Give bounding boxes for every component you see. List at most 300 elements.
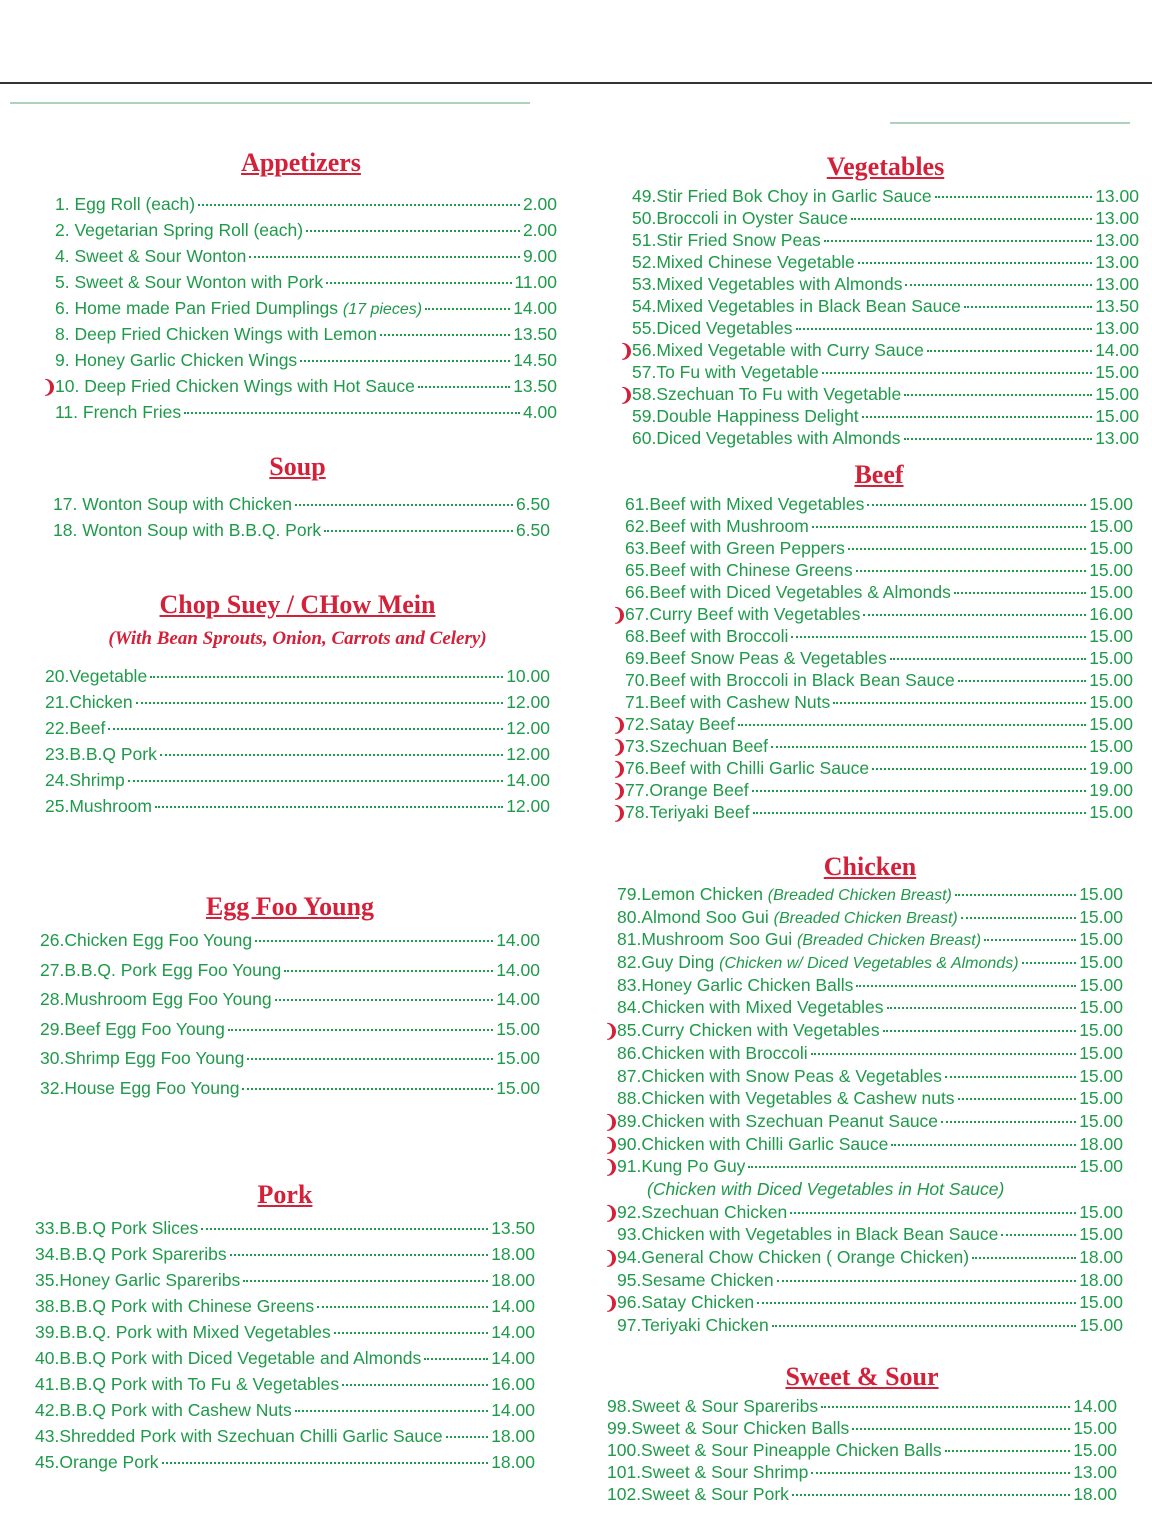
item-price: 14.00 <box>496 989 540 1009</box>
item-name <box>617 1088 955 1109</box>
menu-item <box>55 402 557 428</box>
item-name <box>632 208 848 229</box>
dot-leader <box>771 746 1086 748</box>
dot-leader <box>777 1280 1077 1282</box>
item-price: 2.00 <box>522 220 557 240</box>
item-name <box>625 604 860 625</box>
item-name-text: 89.Chicken with Szechuan Peanut Sauce <box>617 1110 939 1131</box>
menu-item <box>632 428 1139 450</box>
dot-leader <box>228 1029 493 1031</box>
dot-leader <box>418 386 510 388</box>
menu-item <box>617 1224 1123 1247</box>
item-price: 18.00 <box>491 1452 535 1472</box>
dot-leader <box>275 999 494 1001</box>
dot-leader <box>856 570 1087 572</box>
item-name <box>55 350 297 371</box>
item-name-text: 101.Sweet & Sour Shrimp <box>607 1462 809 1482</box>
item-name <box>625 758 869 779</box>
item-name-text: 84.Chicken with Mixed Vegetables <box>617 997 884 1018</box>
item-list <box>40 930 540 1107</box>
menu-item <box>625 494 1133 516</box>
item-name-text: 79.Lemon Chicken <box>617 884 768 904</box>
item-price: 15.00 <box>1079 929 1123 950</box>
dot-leader <box>752 790 1087 792</box>
dot-leader <box>317 1306 488 1308</box>
item-name <box>617 1292 754 1313</box>
item-name <box>632 296 961 317</box>
chili-pepper-icon: ❩ <box>612 759 628 779</box>
section-appetizers <box>42 148 557 428</box>
chili-pepper-icon: ❩ <box>612 715 628 735</box>
item-price: 15.00 <box>1089 494 1133 514</box>
dot-leader <box>162 1462 489 1464</box>
item-name-text: 4. Sweet & Sour Wonton <box>55 246 247 266</box>
menu-item <box>632 274 1139 296</box>
item-name-text: 73.Szechuan Beef <box>625 736 769 756</box>
item-name <box>625 692 830 713</box>
item-name-text: 83.Honey Garlic Chicken Balls <box>617 974 854 995</box>
item-name-text: 49.Stir Fried Bok Choy in Garlic Sauce <box>632 186 932 206</box>
item-name <box>617 1020 880 1041</box>
section-beef <box>612 460 1133 824</box>
menu-item <box>617 929 1123 952</box>
item-name-text: 96.Satay Chicken <box>617 1292 755 1313</box>
dot-leader <box>757 1302 1076 1304</box>
item-name-text: 2. Vegetarian Spring Roll (each) <box>55 220 304 240</box>
item-name-text: 86.Chicken with Broccoli <box>617 1042 808 1063</box>
chili-pepper-icon: ❩ <box>604 1111 620 1132</box>
menu-item <box>604 1020 1123 1043</box>
dot-leader <box>255 940 493 942</box>
menu-item <box>632 318 1139 340</box>
dot-leader <box>150 676 503 678</box>
item-price: 15.00 <box>1079 974 1123 995</box>
item-price: 18.00 <box>1073 1484 1117 1504</box>
item-price: 14.00 <box>491 1348 535 1368</box>
item-price: 12.00 <box>506 692 550 712</box>
item-name <box>617 975 853 996</box>
item-price: 15.00 <box>1079 1042 1123 1063</box>
dot-leader <box>792 1494 1070 1496</box>
item-price: 6.50 <box>515 520 550 540</box>
item-name <box>617 1202 787 1223</box>
item-name-text: 70.Beef with Broccoli in Black Bean Sauce <box>625 670 955 690</box>
section-title: Vegetables <box>826 152 945 181</box>
dot-leader <box>811 1053 1077 1055</box>
menu-item <box>35 1322 535 1348</box>
dot-leader <box>945 1450 1071 1452</box>
item-list <box>612 494 1133 824</box>
item-name-text: 78.Teriyaki Beef <box>625 802 750 822</box>
item-price: 11.00 <box>514 272 557 292</box>
item-name <box>35 1218 198 1239</box>
item-price: 15.00 <box>1079 906 1123 927</box>
item-name-text: 23.B.B.Q Pork <box>45 744 157 764</box>
item-name-text: 40.B.B.Q Pork with Diced Vegetable and Almonds <box>35 1348 422 1368</box>
item-price: 13.00 <box>1095 318 1139 338</box>
menu-item <box>632 362 1139 384</box>
item-price: 15.00 <box>1079 1201 1123 1222</box>
section-egg-foo-young <box>40 892 540 1107</box>
item-price: 15.00 <box>1079 997 1123 1018</box>
dot-leader <box>295 1410 488 1412</box>
item-name <box>632 428 901 449</box>
item-name-text: 17. Wonton Soup with Chicken <box>53 494 292 514</box>
menu-item <box>612 758 1133 780</box>
dot-leader <box>905 284 1092 286</box>
item-price: 15.00 <box>1079 952 1123 973</box>
item-name <box>617 1066 942 1087</box>
chili-pepper-icon: ❩ <box>612 781 628 801</box>
item-name <box>607 1484 789 1505</box>
top-rule <box>0 82 1152 84</box>
item-price: 15.00 <box>1079 1065 1123 1086</box>
dot-leader <box>334 1332 488 1334</box>
item-name-text: 41.B.B.Q Pork with To Fu & Vegetables <box>35 1374 340 1394</box>
item-price: 15.00 <box>496 1048 540 1068</box>
item-name-text: 69.Beef Snow Peas & Vegetables <box>625 648 887 668</box>
item-name <box>35 1348 421 1369</box>
item-name <box>632 362 819 383</box>
menu-item <box>625 516 1133 538</box>
chili-pepper-icon: ❩ <box>604 1134 620 1155</box>
item-price: 13.00 <box>1095 208 1139 228</box>
item-name-text: 24.Shrimp <box>45 770 125 790</box>
item-price: 18.00 <box>1079 1247 1123 1267</box>
item-name-text: 71.Beef with Cashew Nuts <box>625 692 831 712</box>
item-name <box>617 929 981 950</box>
menu-item <box>55 246 557 272</box>
section-title: Chop Suey / CHow Mein <box>159 590 436 619</box>
dot-leader <box>852 1428 1070 1430</box>
item-price: 15.00 <box>1079 1224 1123 1245</box>
item-name <box>55 220 303 241</box>
dot-leader <box>772 1325 1076 1327</box>
item-name-text: 21.Chicken <box>45 692 133 712</box>
item-name <box>607 1396 818 1417</box>
item-price: 19.00 <box>1089 780 1133 800</box>
item-description: (Chicken with Diced Vegetables in Hot Sauce) <box>647 1178 1005 1199</box>
item-name-text: 55.Diced Vegetables <box>632 318 793 338</box>
menu-item <box>619 340 1139 362</box>
item-name-text: 10. Deep Fried Chicken Wings with Hot Sauce <box>55 376 415 396</box>
item-price: 15.00 <box>1095 406 1139 426</box>
item-name-text: 56.Mixed Vegetable with Curry Sauce <box>632 340 924 360</box>
item-name <box>35 1426 443 1447</box>
item-price: 12.00 <box>506 718 550 738</box>
item-price: 19.00 <box>1089 758 1133 778</box>
item-note: (Breaded Chicken Breast) <box>796 932 982 950</box>
item-name-text: 94.General Chow Chicken ( Orange Chicken) <box>617 1247 970 1267</box>
dot-leader <box>961 917 1076 919</box>
dot-leader <box>748 1166 1076 1168</box>
item-name-text: 97.Teriyaki Chicken <box>617 1315 769 1336</box>
item-price: 18.00 <box>491 1244 535 1264</box>
item-price: 14.00 <box>491 1322 535 1342</box>
item-price: 15.00 <box>1089 736 1133 756</box>
item-name <box>617 1043 808 1064</box>
menu-item <box>40 989 540 1019</box>
item-name <box>45 666 147 687</box>
item-price: 18.00 <box>1079 1269 1123 1290</box>
item-name-text: 72.Satay Beef <box>625 714 735 734</box>
menu-item <box>35 1374 535 1400</box>
item-name <box>35 1322 331 1343</box>
item-name-text: 88.Chicken with Vegetables & Cashew nuts <box>617 1088 955 1109</box>
item-name-text: 85.Curry Chicken with Vegetables <box>617 1020 880 1041</box>
dot-leader <box>945 1076 1076 1078</box>
item-name <box>40 930 252 951</box>
item-price: 15.00 <box>1089 648 1133 668</box>
dot-leader <box>136 702 504 704</box>
item-price: 15.00 <box>1089 692 1133 712</box>
item-price: 15.00 <box>1089 538 1133 558</box>
item-list <box>35 1218 535 1478</box>
item-price: 14.00 <box>506 770 550 790</box>
section-title: Egg Foo Young <box>205 892 375 921</box>
item-price: 15.00 <box>1089 670 1133 690</box>
menu-item <box>45 770 550 796</box>
item-name-text: 18. Wonton Soup with B.B.Q. Pork <box>53 520 322 540</box>
menu-item <box>632 252 1139 274</box>
menu-item <box>612 714 1133 736</box>
section-sweet-and-sour <box>607 1362 1117 1506</box>
dot-leader <box>249 256 520 258</box>
menu-item <box>607 1396 1117 1418</box>
menu-item <box>45 796 550 822</box>
item-name-text: 35.Honey Garlic Spareribs <box>35 1270 241 1290</box>
dot-leader <box>791 636 1086 638</box>
item-name <box>55 324 377 345</box>
dot-leader <box>753 812 1087 814</box>
chili-pepper-icon: ❩ <box>604 1293 620 1314</box>
item-name <box>625 494 864 515</box>
item-name-text: 58.Szechuan To Fu with Vegetable <box>632 384 902 404</box>
item-price: 15.00 <box>1089 714 1133 734</box>
item-price: 15.00 <box>1089 582 1133 602</box>
item-name-text: 90.Chicken with Chilli Garlic Sauce <box>617 1133 889 1154</box>
menu-item <box>55 194 557 220</box>
item-name <box>617 884 952 905</box>
item-price: 16.00 <box>491 1374 535 1394</box>
item-name <box>625 648 887 669</box>
menu-item <box>632 406 1139 428</box>
menu-item <box>40 1019 540 1049</box>
item-price: 15.00 <box>1079 1315 1123 1336</box>
menu-item <box>617 907 1123 930</box>
section-chicken <box>604 852 1123 1338</box>
item-name-text: 38.B.B.Q Pork with Chinese Greens <box>35 1296 315 1316</box>
item-name <box>35 1400 292 1421</box>
dot-leader <box>941 1121 1076 1123</box>
item-list <box>45 666 550 822</box>
dot-leader <box>863 614 1086 616</box>
item-name-text: 80.Almond Soo Gui <box>617 906 774 927</box>
item-name-text: 87.Chicken with Snow Peas & Vegetables <box>617 1065 942 1086</box>
item-name-text: 53.Mixed Vegetables with Almonds <box>632 274 903 294</box>
dot-leader <box>856 985 1076 987</box>
dot-leader <box>890 658 1086 660</box>
item-name <box>607 1418 849 1439</box>
item-price: 14.00 <box>513 298 557 318</box>
item-name <box>55 376 415 397</box>
item-name-text: 66.Beef with Diced Vegetables & Almonds <box>625 582 951 602</box>
item-name-text: 32.House Egg Foo Young <box>40 1077 240 1098</box>
item-list <box>607 1396 1117 1506</box>
dot-leader <box>891 1144 1076 1146</box>
item-list <box>42 194 557 428</box>
item-name <box>632 252 855 273</box>
dot-leader <box>424 1358 488 1360</box>
dot-leader <box>242 1088 493 1090</box>
menu-item <box>617 1066 1123 1089</box>
item-name-text: 52.Mixed Chinese Vegetable <box>632 252 855 272</box>
item-price: 18.00 <box>491 1270 535 1290</box>
chili-pepper-icon: ❩ <box>604 1021 620 1042</box>
item-name-text: 62.Beef with Mushroom <box>625 516 809 536</box>
dot-leader <box>848 548 1086 550</box>
dot-leader <box>872 768 1086 770</box>
item-name-text: 91.Kung Po Guy <box>617 1156 746 1177</box>
item-name-text: 59.Double Happiness Delight <box>632 406 859 426</box>
decorative-rule <box>10 102 530 104</box>
item-name-text: 68.Beef with Broccoli <box>625 626 789 646</box>
item-name <box>35 1452 159 1473</box>
section-subtitle: (With Bean Sprouts, Onion, Carrots and Celery) <box>108 628 487 649</box>
item-price: 13.50 <box>513 376 557 396</box>
section-title: Chicken <box>823 852 917 881</box>
chili-pepper-icon: ❩ <box>612 605 628 625</box>
item-price: 13.00 <box>1095 428 1139 448</box>
item-price: 13.00 <box>1095 186 1139 206</box>
menu-item <box>604 1201 1123 1225</box>
dot-leader <box>833 702 1086 704</box>
menu-item <box>612 736 1133 758</box>
item-name <box>617 1134 888 1155</box>
menu-item <box>612 780 1133 802</box>
dot-leader <box>821 1406 1070 1408</box>
menu-item <box>40 960 540 990</box>
menu-item <box>607 1440 1117 1462</box>
menu-item <box>55 298 557 324</box>
item-name-text: 60.Diced Vegetables with Almonds <box>632 428 901 448</box>
item-name-text: 51.Stir Fried Snow Peas <box>632 230 821 250</box>
item-note: (Chicken w/ Diced Vegetables & Almonds) <box>719 955 1019 973</box>
item-price: 14.00 <box>496 959 540 980</box>
item-name <box>617 1315 769 1336</box>
item-name <box>625 670 955 691</box>
menu-item <box>632 208 1139 230</box>
dot-leader <box>935 196 1093 198</box>
item-note: (Breaded Chicken Breast) <box>773 909 958 927</box>
item-price: 13.00 <box>1095 252 1139 272</box>
item-name-text: 82.Guy Ding <box>617 952 720 973</box>
dot-leader <box>867 504 1086 506</box>
item-price: 15.00 <box>1095 362 1139 382</box>
section-title: Appetizers <box>241 148 361 177</box>
item-name <box>625 714 735 735</box>
dot-leader <box>230 1254 489 1256</box>
item-price: 15.00 <box>1079 1156 1123 1177</box>
item-name <box>55 194 195 215</box>
item-name-text: 30.Shrimp Egg Foo Young <box>40 1048 245 1068</box>
menu-item <box>35 1348 535 1374</box>
item-name-text: 5. Sweet & Sour Wonton with Pork <box>55 272 324 292</box>
item-name <box>35 1244 227 1265</box>
item-name-text: 100.Sweet & Sour Pineapple Chicken Balls <box>607 1440 942 1460</box>
item-price: 13.00 <box>1073 1462 1117 1482</box>
item-note: (Breaded Chicken Breast) <box>767 887 952 904</box>
chili-pepper-icon: ❩ <box>612 737 628 757</box>
menu-item <box>45 692 550 718</box>
menu-item <box>617 1043 1123 1066</box>
item-name-text: 61.Beef with Mixed Vegetables <box>625 494 865 514</box>
menu-item <box>45 718 550 744</box>
menu-item <box>619 384 1139 406</box>
decorative-rule <box>890 122 1130 124</box>
item-name <box>625 626 788 647</box>
item-name <box>45 770 125 791</box>
item-name <box>45 718 105 739</box>
item-name-text: 11. French Fries <box>55 402 182 422</box>
section-soup <box>45 452 550 546</box>
item-name <box>617 1247 969 1268</box>
menu-item <box>625 670 1133 692</box>
dot-leader <box>887 1007 1077 1009</box>
item-name-text: 43.Shredded Pork with Szechuan Chilli Garlic Sauce <box>35 1426 443 1446</box>
item-name <box>617 952 1019 973</box>
item-name-text: 1. Egg Roll (each) <box>55 194 196 214</box>
menu-item <box>35 1270 535 1296</box>
dot-leader <box>883 1030 1077 1032</box>
item-name <box>632 340 924 361</box>
item-name <box>625 560 853 581</box>
item-name-text: 22.Beef <box>45 718 106 738</box>
menu-item <box>55 324 557 350</box>
item-price: 10.00 <box>506 666 550 686</box>
item-name-text: 27.B.B.Q. Pork Egg Foo Young <box>40 959 282 980</box>
menu-item <box>625 692 1133 714</box>
menu-item <box>617 1315 1123 1338</box>
menu-item <box>45 666 550 692</box>
item-name <box>632 406 859 427</box>
dot-leader <box>446 1436 489 1438</box>
item-name-text: 26.Chicken Egg Foo Young <box>40 930 253 950</box>
item-price: 13.00 <box>1095 274 1139 294</box>
menu-item <box>625 648 1133 670</box>
dot-leader <box>812 526 1086 528</box>
item-name <box>625 736 768 757</box>
item-price: 15.00 <box>1079 1292 1123 1313</box>
menu-item <box>35 1218 535 1244</box>
item-name <box>40 989 272 1010</box>
menu-item <box>40 1078 540 1108</box>
dot-leader <box>198 204 520 206</box>
dot-leader <box>300 360 510 362</box>
menu-item <box>55 220 557 246</box>
item-name-text: 98.Sweet & Sour Spareribs <box>607 1396 819 1416</box>
item-name <box>40 960 281 981</box>
menu-item <box>625 626 1133 648</box>
item-name-text: 57.To Fu with Vegetable <box>632 362 819 382</box>
menu-item <box>617 884 1123 907</box>
item-name-text: 9. Honey Garlic Chicken Wings <box>55 350 298 370</box>
item-name-text: 50.Broccoli in Oyster Sauce <box>632 208 848 228</box>
item-name <box>55 272 323 293</box>
menu-item <box>45 744 550 770</box>
item-name <box>40 1019 225 1040</box>
dot-leader <box>1001 1234 1076 1236</box>
